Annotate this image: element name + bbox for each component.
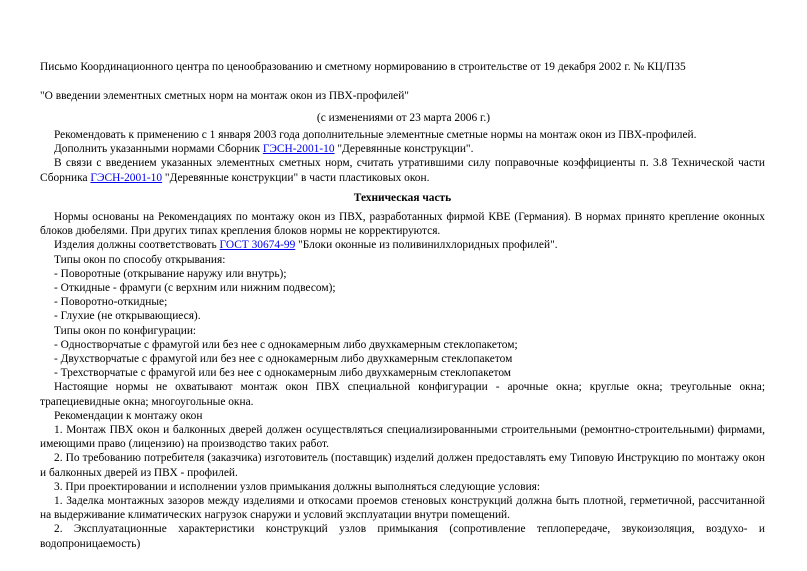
intro-paragraph-2-text-after: "Деревянные конструкции". <box>334 143 474 156</box>
gost-30674-99-link[interactable]: ГОСТ 30674-99 <box>219 239 296 252</box>
intro-paragraph-3-text-after: "Деревянные конструкции" в части пластиковых окон. <box>162 171 430 184</box>
gesn-2001-10-link[interactable]: ГЭСН-2001-10 <box>262 143 335 156</box>
document-body <box>40 128 765 551</box>
recommendation-3: 3. При проектировании и исполнении узлов примыкания должны выполняться следующие условия: <box>54 480 541 493</box>
intro-paragraph-3 <box>40 156 765 184</box>
changes-note: (с изменениями от 23 марта 2006 г.) <box>316 112 491 124</box>
list-item: - Трехстворчатые с фрамугой или без нее с однокамерным либо двухкамерным стеклопакетом <box>54 367 512 380</box>
recommendation-1: 1. Монтаж ПВХ окон и балконных дверей должен осуществляться специализированными строительными (ремонтно-строительными) фирмами, имеющими право (лицензию) на производство таких работ. <box>40 424 765 451</box>
tech-paragraph-2-text-after: "Блоки оконные из поливинилхлоридных профилей". <box>295 239 558 252</box>
section-heading: Техническая часть <box>353 191 452 204</box>
list-item: - Поворотные (открывание наружу или внутрь); <box>54 267 287 280</box>
tech-paragraph-2 <box>40 238 765 252</box>
list-item: - Одностворчатые с фрамугой или без нее с однокамерным либо двухкамерным стеклопакетом; <box>54 338 518 351</box>
tech-paragraph-2-text-before: Изделия должны соответствовать <box>54 239 220 252</box>
config-types-label: Типы окон по конфигурации: <box>54 324 197 337</box>
intro-paragraph-3-text-before: В связи с введением указанных элементных сметных норм, считать утратившими силу поправочные коэффициенты п. 3.8 Технической части Сборника <box>40 157 765 184</box>
recommendations-label: Рекомендации к монтажу окон <box>54 409 203 422</box>
document-title: Письмо Координационного центра по ценообразованию и сметному нормированию в строительстве от 19 декабря 2002 г. № КЦ/П35 <box>40 61 686 73</box>
tech-paragraph-3: Настоящие нормы не охватывают монтаж окон ПВХ специальной конфигурации - арочные окна; круглые окна; треугольные окна; трапециевидные окна; многоугольные окна. <box>40 381 765 408</box>
intro-paragraph-1: Рекомендовать к применению с 1 января 2003 года дополнительные элементные сметные нормы на монтаж окон из ПВХ-профилей. <box>54 129 697 141</box>
document-subtitle: "О введении элементных сметных норм на монтаж окон из ПВХ-профилей" <box>40 90 409 102</box>
list-item: - Поворотно-откидные; <box>54 296 168 309</box>
recommendation-3-1: 1. Заделка монтажных зазоров между изделиями и откосами проемов стеновых конструкций должна быть плотной, герметичной, рассчитанной на выдерживание климатических нагрузок снаружи и условий эксплуатации внутри помещений. <box>40 495 765 522</box>
tech-paragraph-1: Нормы основаны на Рекомендациях по монтажу окон из ПВХ, разработанных фирмой КВЕ (Германия). В нормах принято крепление оконных блоков дюбелями. При других типах крепления блоков нормы не корректируются. <box>40 211 765 238</box>
recommendation-3-2: 2. Эксплуатационные характеристики конструкций узлов примыкания (сопротивление теплопередаче, звукоизоляция, воздухо- и водопроницаемость) <box>40 523 765 550</box>
list-item: - Глухие (не открывающиеся). <box>54 310 201 323</box>
list-item: - Откидные - фрамуги (с верхним или нижним подвесом); <box>54 282 336 295</box>
list-item: - Двухстворчатые с фрамугой или без нее с однокамерным либо двухкамерным стеклопакетом <box>54 353 513 366</box>
gesn-2001-10-link-2[interactable]: ГЭСН-2001-10 <box>90 171 163 184</box>
intro-paragraph-2 <box>40 142 765 156</box>
opening-types-label: Типы окон по способу открывания: <box>54 253 226 266</box>
recommendation-2: 2. По требованию потребителя (заказчика) изготовитель (поставщик) изделий должен предоставлять ему Типовую Инструкцию по монтажу окон и балконных дверей из ПВХ - профилей. <box>40 452 765 479</box>
intro-paragraph-2-text-before: Дополнить указанными нормами Сборник <box>54 143 263 156</box>
